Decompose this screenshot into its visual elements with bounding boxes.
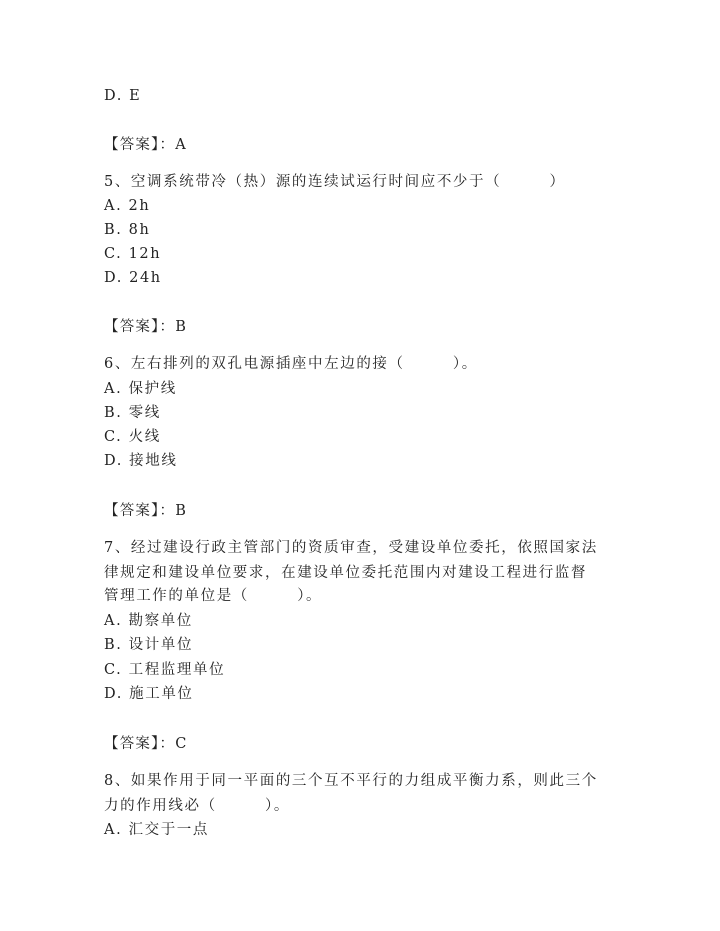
option-d: D. 接地线 [104, 453, 178, 469]
option-d: D. 24h [104, 270, 162, 286]
answer-label: 【答案】：B [104, 319, 188, 335]
question-8-line-2: 力的作用线必（ ）。 [104, 798, 290, 814]
question-6: 6、左右排列的双孔电源插座中左边的接（ ）。 [104, 356, 478, 372]
question-5: 5、空调系统带冷（热）源的连续试运行时间应不少于（ ） [104, 174, 566, 190]
option-a: A. 保护线 [104, 381, 177, 397]
answer-label: 【答案】：B [104, 503, 188, 519]
option-b: B. 零线 [104, 405, 161, 421]
option-a: A. 汇交于一点 [104, 822, 209, 838]
option-c: C. 工程监理单位 [104, 662, 226, 678]
question-7-line-1: 7、经过建设行政主管部门的资质审查，受建设单位委托，依照国家法 [104, 540, 598, 556]
option-b: B. 设计单位 [104, 637, 194, 653]
answer-label: 【答案】：A [104, 137, 187, 153]
option-b: B. 8h [104, 222, 151, 238]
option-c: C. 12h [104, 246, 162, 262]
option-a: A. 2h [104, 198, 151, 214]
option-c: C. 火线 [104, 429, 161, 445]
option-d: D. E [104, 88, 142, 104]
option-a: A. 勘察单位 [104, 613, 193, 629]
question-8-line-1: 8、如果作用于同一平面的三个互不平行的力组成平衡力系，则此三个 [104, 773, 598, 789]
answer-label: 【答案】：C [104, 736, 188, 752]
question-7-line-2: 律规定和建设单位要求，在建设单位委托范围内对建设工程进行监督 [104, 565, 587, 581]
option-d: D. 施工单位 [104, 686, 194, 702]
question-7-line-3: 管理工作的单位是（ ）。 [104, 588, 323, 604]
